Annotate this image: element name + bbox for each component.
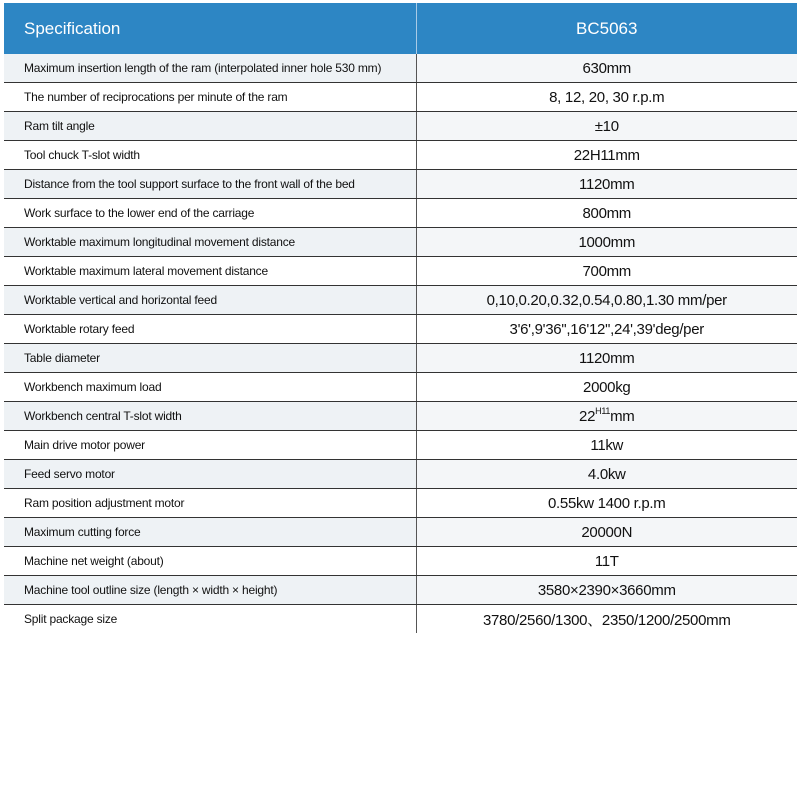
table-row bbox=[4, 576, 797, 605]
table-row bbox=[4, 286, 797, 315]
row-label: Machine net weight (about) bbox=[4, 547, 416, 576]
value-unit: mm bbox=[610, 407, 635, 425]
table-row bbox=[4, 518, 797, 547]
row-value: 4.0kw bbox=[416, 460, 797, 489]
table-row bbox=[4, 460, 797, 489]
row-value: 20000N bbox=[416, 518, 797, 547]
row-value: 1120mm bbox=[416, 344, 797, 373]
value-main: 22 bbox=[579, 407, 596, 425]
table-row bbox=[4, 373, 797, 402]
row-label: Distance from the tool support surface to the front wall of the bed bbox=[4, 170, 416, 199]
row-value: 11T bbox=[416, 547, 797, 576]
table-row bbox=[4, 605, 797, 634]
row-label: Split package size bbox=[4, 605, 416, 634]
row-value: 8, 12, 20, 30 r.p.m bbox=[416, 83, 797, 112]
table-row bbox=[4, 547, 797, 576]
table-row bbox=[4, 315, 797, 344]
header-specification: Specification bbox=[4, 3, 416, 54]
row-value: 630mm bbox=[416, 54, 797, 83]
table-row bbox=[4, 489, 797, 518]
row-value: 700mm bbox=[416, 257, 797, 286]
table-row bbox=[4, 141, 797, 170]
row-label: Workbench central T-slot width bbox=[4, 402, 416, 431]
table-row bbox=[4, 83, 797, 112]
table-row bbox=[4, 170, 797, 199]
table-row bbox=[4, 257, 797, 286]
row-label: Feed servo motor bbox=[4, 460, 416, 489]
row-label: Tool chuck T-slot width bbox=[4, 141, 416, 170]
row-label: Worktable maximum longitudinal movement distance bbox=[4, 228, 416, 257]
table-row bbox=[4, 228, 797, 257]
header-model: BC5063 bbox=[416, 3, 797, 54]
row-label: Ram position adjustment motor bbox=[4, 489, 416, 518]
specification-table bbox=[4, 3, 797, 633]
row-label: Table diameter bbox=[4, 344, 416, 373]
row-label: The number of reciprocations per minute of the ram bbox=[4, 83, 416, 112]
row-value: 11kw bbox=[416, 431, 797, 460]
row-label: Main drive motor power bbox=[4, 431, 416, 460]
table-row bbox=[4, 402, 797, 431]
row-label: Workbench maximum load bbox=[4, 373, 416, 402]
row-label: Ram tilt angle bbox=[4, 112, 416, 141]
row-label: Worktable rotary feed bbox=[4, 315, 416, 344]
row-label: Worktable maximum lateral movement distance bbox=[4, 257, 416, 286]
row-value: ±10 bbox=[416, 112, 797, 141]
value-superscript: H11 bbox=[595, 405, 611, 416]
row-label: Work surface to the lower end of the carriage bbox=[4, 199, 416, 228]
row-value: 22H11mm bbox=[416, 141, 797, 170]
row-label: Worktable vertical and horizontal feed bbox=[4, 286, 416, 315]
row-value: 800mm bbox=[416, 199, 797, 228]
table-row bbox=[4, 431, 797, 460]
row-label: Maximum cutting force bbox=[4, 518, 416, 547]
row-value: 3580×2390×3660mm bbox=[416, 576, 797, 605]
row-value: 1120mm bbox=[416, 170, 797, 199]
table-row bbox=[4, 199, 797, 228]
table-row bbox=[4, 112, 797, 141]
row-label: Maximum insertion length of the ram (interpolated inner hole 530 mm) bbox=[4, 54, 416, 83]
row-value: 1000mm bbox=[416, 228, 797, 257]
table-header-row bbox=[4, 3, 797, 54]
row-value: 0,10,0.20,0.32,0.54,0.80,1.30 mm/per bbox=[416, 286, 797, 315]
row-value: 3'6',9'36'',16'12'',24',39'deg/per bbox=[416, 315, 797, 344]
row-label: Machine tool outline size (length × width × height) bbox=[4, 576, 416, 605]
row-value: 0.55kw 1400 r.p.m bbox=[416, 489, 797, 518]
row-value: 2000kg bbox=[416, 373, 797, 402]
row-value: 3780/2560/1300、2350/1200/2500mm bbox=[482, 611, 731, 629]
row-value bbox=[416, 402, 797, 431]
table-row bbox=[4, 344, 797, 373]
table-row bbox=[4, 54, 797, 83]
